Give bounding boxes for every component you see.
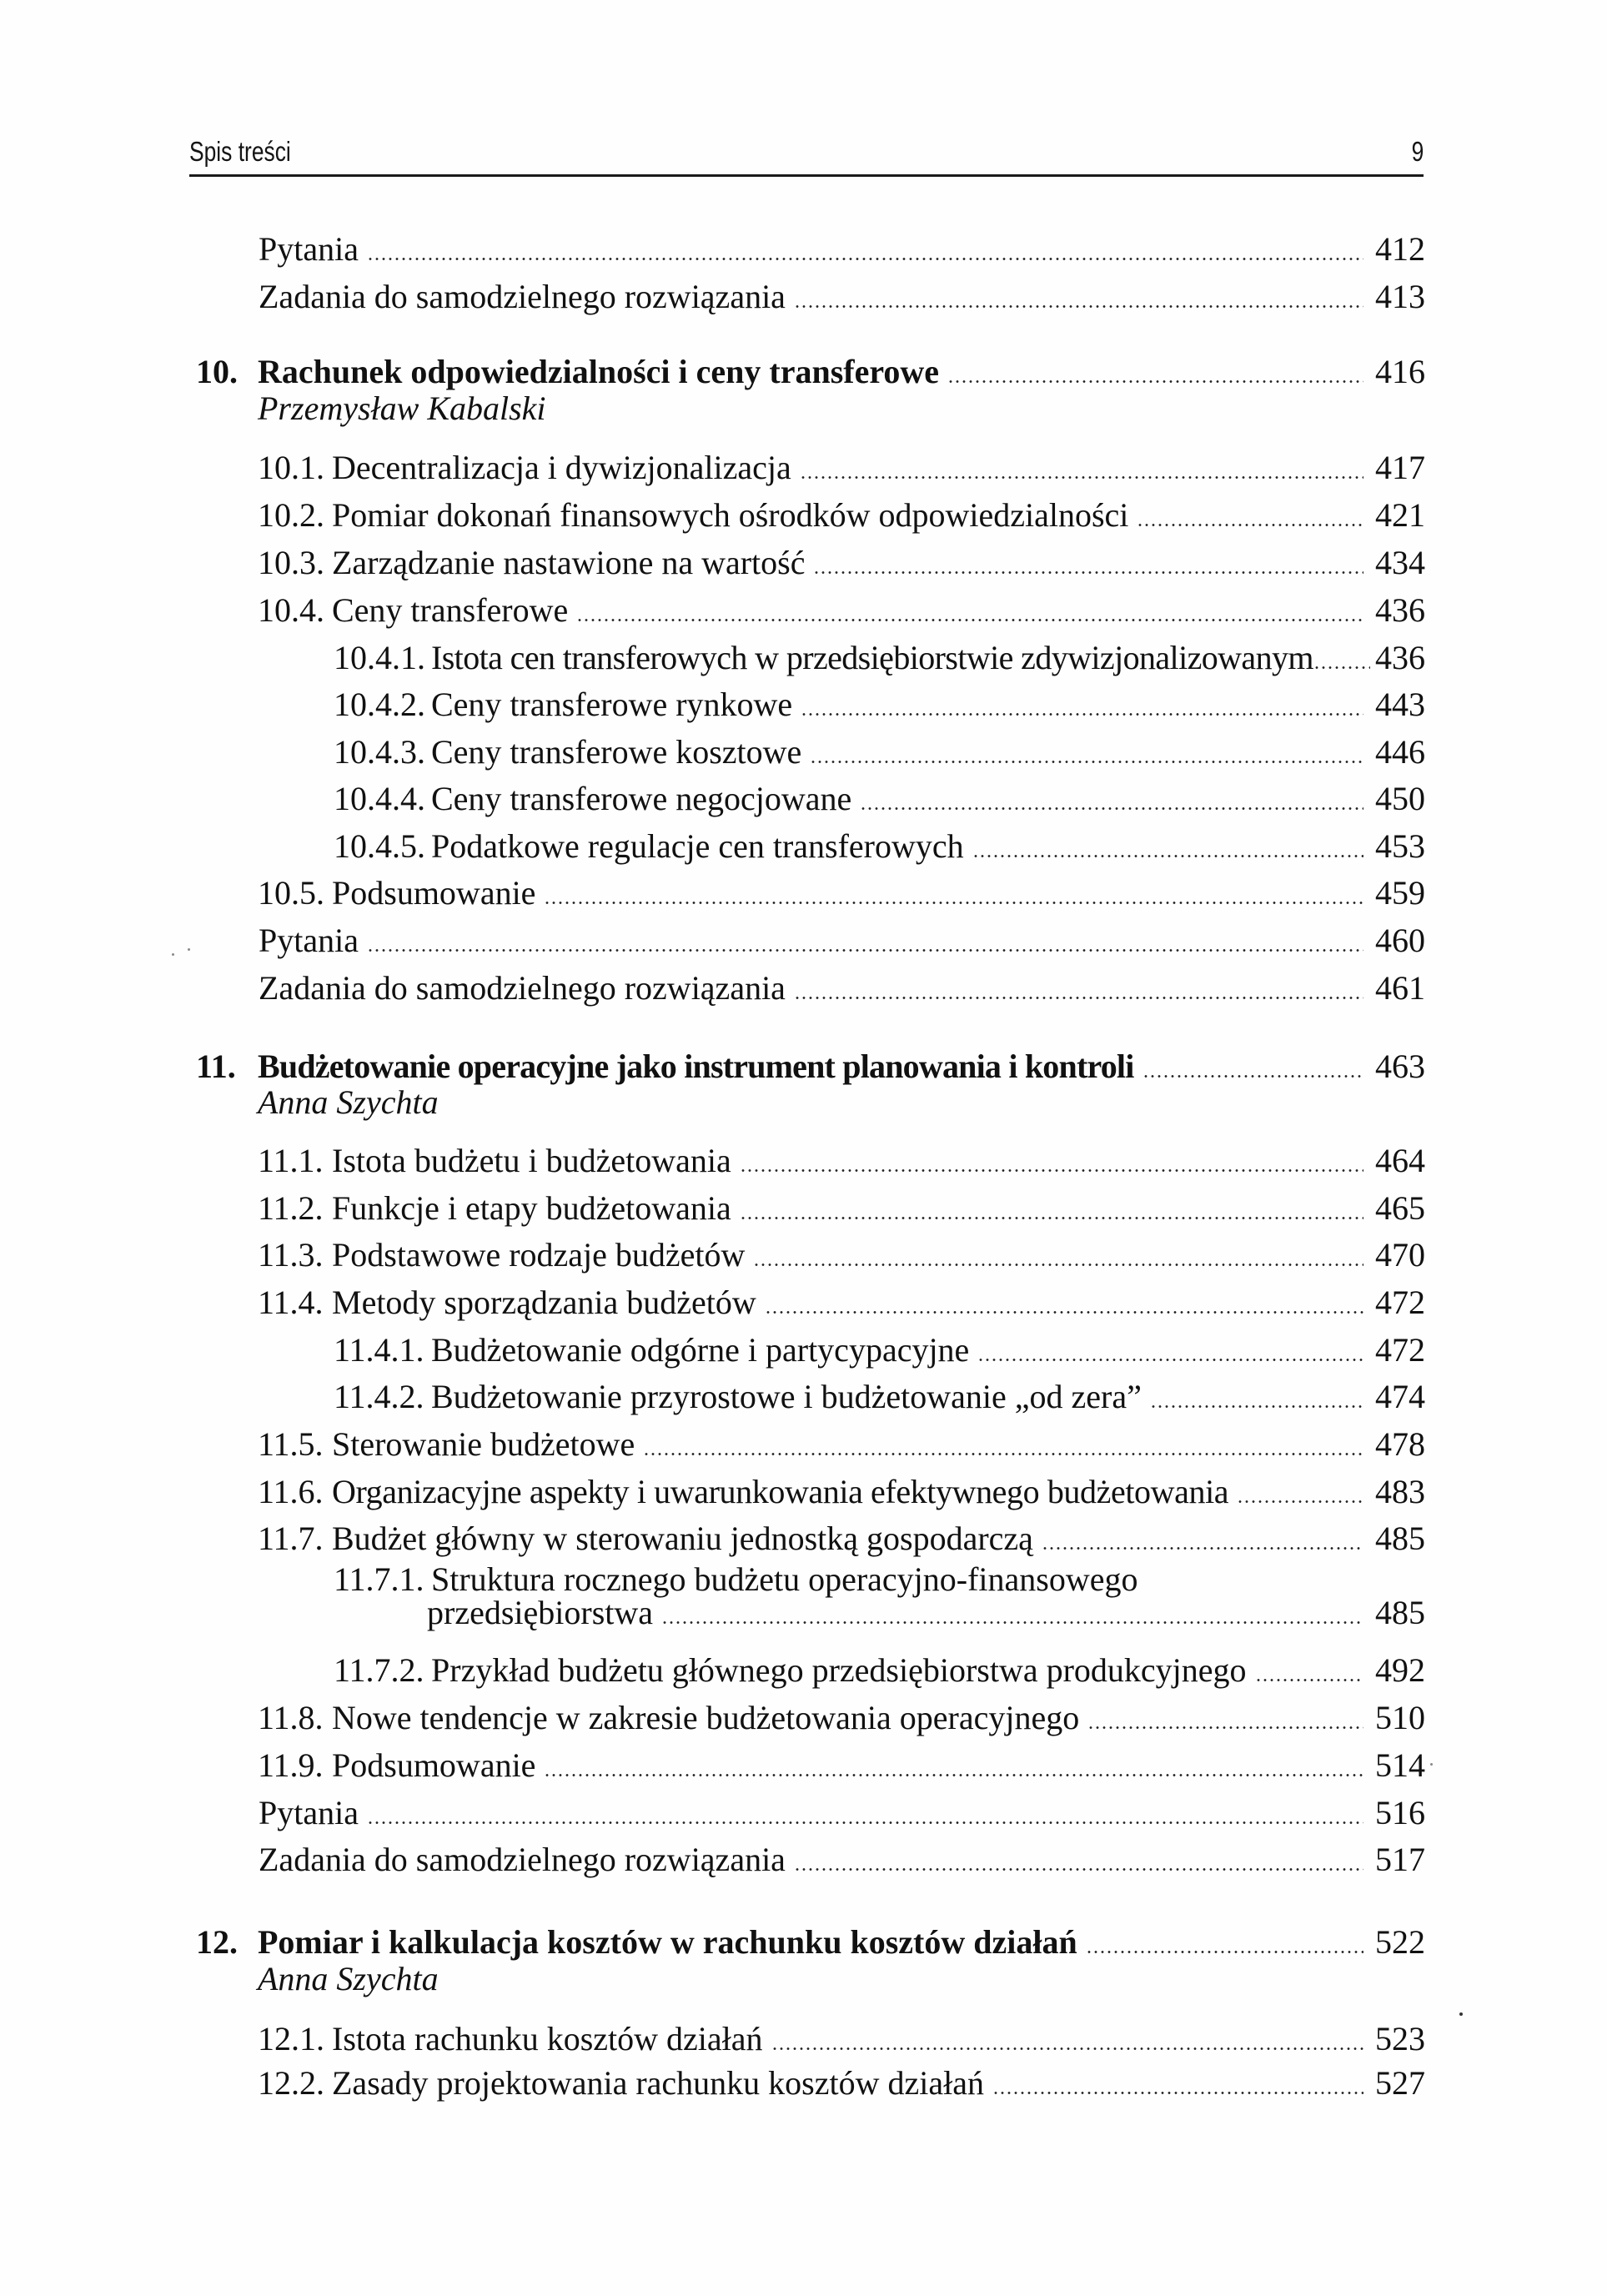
- dot-leader: [1142, 1050, 1363, 1083]
- toc-entry[interactable]: [259, 1796, 1424, 1830]
- dot-leader: [740, 1144, 1363, 1178]
- entry-title: Pomiar dokonań finansowych ośrodków odpowiedzialności: [332, 496, 1129, 534]
- entry-page: 436: [1375, 639, 1425, 676]
- chapter-title: Rachunek odpowiedzialności i ceny transferowe: [258, 353, 940, 390]
- toc-entry[interactable]: [259, 1843, 1424, 1876]
- chapter-title: Pomiar i kalkulacja kosztów w rachunku kosztów działań: [258, 1923, 1077, 1961]
- dot-leader: [813, 546, 1363, 580]
- section-number: 10.4.: [258, 591, 324, 629]
- dot-leader: [765, 1286, 1363, 1319]
- chapter-author: Anna Szychta: [258, 1960, 439, 1997]
- section-number: 11.4.: [258, 1284, 324, 1321]
- section-number: 11.7.: [258, 1520, 324, 1557]
- chapter-author: Anna Szychta: [258, 1083, 439, 1121]
- toc-entry[interactable]: [259, 924, 1424, 957]
- toc-entry[interactable]: [258, 874, 1425, 912]
- running-head: [189, 133, 1424, 173]
- section-number: 10.1.: [258, 449, 324, 486]
- entry-title: Zadania do samodzielnego rozwiązania: [259, 278, 786, 315]
- entry-page: 527: [1375, 2064, 1425, 2102]
- dot-leader: [1087, 1701, 1363, 1735]
- entry-title: Budżetowanie przyrostowe i budżetowanie „od zera”: [431, 1378, 1142, 1415]
- toc-entry[interactable]: [258, 451, 1424, 485]
- dot-leader: [1313, 641, 1370, 675]
- entry-title: Budżet główny w sterowaniu jednostką gospodarczą: [332, 1520, 1033, 1557]
- entry-page: 510: [1375, 1699, 1425, 1736]
- subsection-number: 10.4.3.: [334, 733, 425, 771]
- section-number: 12.1.: [258, 2020, 324, 2057]
- entry-title: Ceny transferowe: [332, 591, 569, 629]
- dot-leader: [860, 782, 1363, 816]
- entry-title: Istota rachunku kosztów działań: [332, 2020, 763, 2057]
- chapter-number: 10.: [196, 353, 238, 390]
- dot-leader: [810, 736, 1363, 769]
- entry-page: 416: [1375, 353, 1425, 390]
- entry-page: 523: [1375, 2020, 1425, 2057]
- entry-page: 453: [1375, 827, 1425, 865]
- entry-title: Zarządzanie nastawione na wartość: [332, 544, 806, 581]
- toc-entry[interactable]: [258, 1286, 1424, 1319]
- dot-leader: [544, 1749, 1363, 1782]
- section-number: 11.1.: [258, 1142, 324, 1179]
- scan-speck: [1430, 1763, 1433, 1766]
- entry-page: 517: [1375, 1841, 1425, 1878]
- toc-entry[interactable]: [334, 782, 1424, 816]
- dot-leader: [972, 830, 1363, 863]
- section-number: 11.8.: [258, 1699, 324, 1736]
- entry-title: Nowe tendencje w zakresie budżetowania operacyjnego: [332, 1699, 1080, 1736]
- dot-leader: [576, 594, 1363, 627]
- entry-title: Podsumowanie: [332, 1746, 536, 1784]
- section-number: 10.2.: [258, 496, 324, 534]
- entry-page: 413: [1375, 278, 1425, 315]
- entry-title: Decentralizacja i dywizjonalizacja: [332, 449, 791, 486]
- dot-leader: [1086, 1926, 1363, 1959]
- section-number: 11.6.: [258, 1473, 324, 1510]
- dot-leader: [1255, 1654, 1363, 1687]
- entry-title: Ceny transferowe kosztowe: [431, 733, 802, 771]
- subsection-number: 11.4.2.: [334, 1378, 424, 1415]
- toc-entry[interactable]: [258, 496, 1425, 534]
- entry-page: 472: [1375, 1331, 1425, 1369]
- dot-leader: [794, 1843, 1363, 1876]
- entry-page: 412: [1375, 230, 1425, 268]
- dot-leader: [367, 1796, 1363, 1830]
- dot-leader: [794, 280, 1363, 314]
- toc-chapter-11[interactable]: [196, 1050, 1424, 1083]
- scan-speck: [188, 948, 190, 951]
- toc-entry[interactable]: [258, 591, 1425, 629]
- toc-entry[interactable]: [258, 1522, 1424, 1555]
- subsection-number: 11.7.1.: [334, 1560, 424, 1598]
- entry-title: Organizacyjne aspekty i uwarunkowania efektywnego budżetowania: [332, 1473, 1229, 1510]
- entry-title: Zasady projektowania rachunku kosztów działań: [332, 2064, 984, 2102]
- dot-leader: [977, 1334, 1363, 1367]
- page-number: 9: [1411, 136, 1424, 167]
- dot-leader: [1237, 1475, 1363, 1509]
- dot-leader: [643, 1428, 1363, 1461]
- section-number: 11.5.: [258, 1425, 324, 1463]
- entry-page: 478: [1375, 1425, 1425, 1463]
- entry-page: 463: [1375, 1048, 1425, 1085]
- toc-chapter-10[interactable]: [196, 355, 1424, 389]
- dot-leader: [740, 1192, 1363, 1225]
- section-number: 11.9.: [258, 1746, 324, 1784]
- entry-page: 450: [1375, 780, 1425, 817]
- toc-entry[interactable]: [258, 1144, 1424, 1178]
- toc-entry[interactable]: [334, 733, 1425, 771]
- entry-page: 421: [1375, 496, 1425, 534]
- entry-title: Podatkowe regulacje cen transferowych: [431, 827, 964, 865]
- subsection-number: 10.4.2.: [334, 686, 425, 723]
- entry-title: Sterowanie budżetowe: [332, 1425, 635, 1463]
- entry-title: Struktura rocznego budżetu operacyjno-finansowego: [431, 1560, 1138, 1598]
- dot-leader: [794, 972, 1363, 1005]
- entry-title: Przykład budżetu głównego przedsiębiorstwa produkcyjnego: [431, 1651, 1247, 1689]
- chapter-number: 11.: [196, 1048, 236, 1085]
- subsection-number: 11.7.2.: [334, 1651, 424, 1689]
- toc-entry-first-line[interactable]: [334, 1560, 1138, 1598]
- entry-page: 516: [1375, 1794, 1425, 1831]
- entry-page: 492: [1375, 1651, 1425, 1689]
- dot-leader: [367, 233, 1363, 266]
- toc-entry[interactable]: [258, 1475, 1424, 1509]
- toc-entry[interactable]: [258, 1189, 1425, 1227]
- entry-title: Pytania: [259, 1794, 359, 1831]
- dot-leader: [947, 355, 1363, 389]
- entry-page: 446: [1375, 733, 1425, 771]
- toc-entry[interactable]: [258, 2022, 1424, 2056]
- dot-leader: [753, 1238, 1363, 1272]
- subsection-number: 10.4.4.: [334, 780, 425, 817]
- dot-leader: [992, 2067, 1363, 2100]
- entry-title: Funkcje i etapy budżetowania: [332, 1189, 731, 1227]
- toc-entry[interactable]: [259, 969, 1425, 1007]
- entry-title: Zadania do samodzielnego rozwiązania: [259, 969, 786, 1007]
- entry-page: 483: [1375, 1473, 1425, 1510]
- entry-title: Podstawowe rodzaje budżetów: [332, 1236, 746, 1274]
- entry-page: 417: [1375, 449, 1425, 486]
- running-head-title: Spis treści: [189, 136, 291, 167]
- section-number: 11.2.: [258, 1189, 324, 1227]
- entry-title: Budżetowanie odgórne i partycypacyjne: [431, 1331, 970, 1369]
- toc-entry[interactable]: [258, 1238, 1424, 1272]
- toc-chapter-12[interactable]: [196, 1923, 1425, 1961]
- section-number: 12.2.: [258, 2064, 324, 2102]
- entry-page: 485: [1375, 1594, 1425, 1631]
- entry-page: 485: [1375, 1520, 1425, 1557]
- section-number: 10.5.: [258, 874, 324, 912]
- toc-entry[interactable]: [258, 1746, 1425, 1784]
- dot-leader: [1137, 499, 1363, 532]
- dot-leader: [1150, 1380, 1363, 1414]
- scan-speck: [172, 953, 174, 956]
- section-number: 11.3.: [258, 1236, 324, 1274]
- toc-entry[interactable]: [259, 230, 1425, 268]
- chapter-title: Budżetowanie operacyjne jako instrument planowania i kontroli: [258, 1048, 1134, 1085]
- entry-title: Podsumowanie: [332, 874, 536, 912]
- header-rule: [189, 174, 1424, 177]
- entry-title: Istota budżetu i budżetowania: [332, 1142, 731, 1179]
- chapter-author: Przemysław Kabalski: [258, 389, 546, 427]
- entry-page: 465: [1375, 1189, 1425, 1227]
- toc-entry[interactable]: [334, 641, 1424, 675]
- entry-title: Zadania do samodzielnego rozwiązania: [259, 1841, 786, 1878]
- toc-entry[interactable]: [334, 688, 1424, 721]
- dot-leader: [544, 877, 1363, 910]
- subsection-number: 11.4.1.: [334, 1331, 424, 1369]
- toc-entry[interactable]: [334, 1331, 1425, 1369]
- dot-leader: [367, 924, 1363, 957]
- dot-leader: [771, 2022, 1363, 2056]
- entry-title-continued: przedsiębiorstwa: [427, 1594, 654, 1631]
- toc-entry[interactable]: [258, 1425, 1425, 1463]
- entry-page: 522: [1375, 1923, 1425, 1961]
- entry-page: 461: [1375, 969, 1425, 1007]
- entry-title: Istota cen transferowych w przedsiębiorstwie zdywizjonalizowanym: [431, 639, 1313, 676]
- dot-leader: [1042, 1522, 1363, 1555]
- entry-page: 514: [1375, 1746, 1425, 1784]
- toc-entry[interactable]: [258, 1701, 1424, 1735]
- dot-leader: [801, 688, 1363, 721]
- dot-leader: [800, 451, 1363, 485]
- scan-speck: [1459, 2012, 1463, 2016]
- entry-page: 464: [1375, 1142, 1425, 1179]
- subsection-number: 10.4.5.: [334, 827, 425, 865]
- chapter-number: 12.: [196, 1923, 238, 1961]
- entry-page: 459: [1375, 874, 1425, 912]
- entry-page: 472: [1375, 1284, 1425, 1321]
- entry-title: Pytania: [259, 922, 359, 959]
- section-number: 10.3.: [258, 544, 324, 581]
- subsection-number: 10.4.1.: [334, 639, 425, 676]
- entry-page: 474: [1375, 1378, 1425, 1415]
- toc-entry[interactable]: [427, 1596, 1424, 1630]
- entry-title: Metody sporządzania budżetów: [332, 1284, 756, 1321]
- entry-page: 470: [1375, 1236, 1425, 1274]
- toc-entry[interactable]: [259, 280, 1424, 314]
- entry-page: 434: [1375, 544, 1425, 581]
- toc-entry[interactable]: [258, 546, 1424, 580]
- entry-title: Ceny transferowe negocjowane: [431, 780, 852, 817]
- dot-leader: [661, 1596, 1363, 1630]
- entry-page: 460: [1375, 922, 1425, 959]
- toc-entry[interactable]: [334, 827, 1425, 865]
- toc-entry[interactable]: [334, 1651, 1425, 1689]
- entry-title: Ceny transferowe rynkowe: [431, 686, 793, 723]
- toc-entry[interactable]: [334, 1380, 1424, 1414]
- toc-entry[interactable]: [258, 2064, 1425, 2102]
- entry-page: 443: [1375, 686, 1425, 723]
- entry-page: 436: [1375, 591, 1425, 629]
- entry-title: Pytania: [259, 230, 359, 268]
